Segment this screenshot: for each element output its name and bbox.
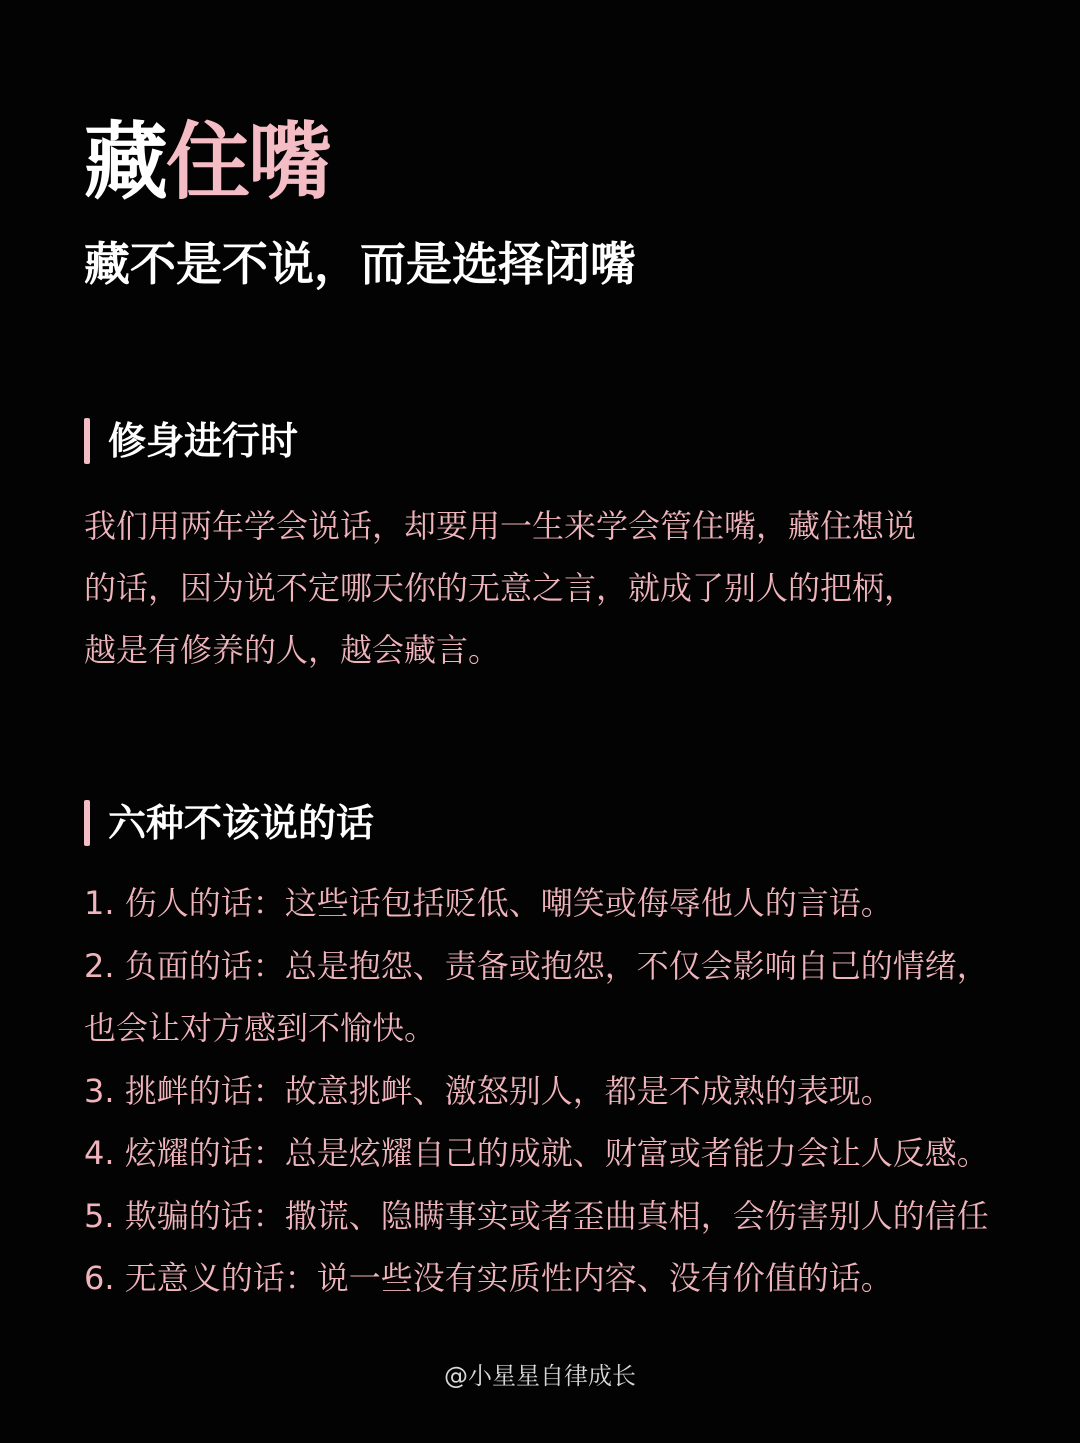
list-item: 2. 负面的话：总是抱怨、责备或抱怨，不仅会影响自己的情绪， <box>84 946 989 985</box>
list-item-continuation: 也会让对方感到不愉快。 <box>84 1009 437 1047</box>
list-item: 5. 欺骗的话：撒谎、隐瞒事实或者歪曲真相，会伤害别人的信任 <box>84 1196 989 1235</box>
section-accent-bar <box>84 800 90 846</box>
numbered-list <box>84 872 1074 1310</box>
section-accent-bar <box>84 418 90 464</box>
page-subtitle: 藏不是不说，而是选择闭嘴 <box>84 237 636 291</box>
page-title <box>84 112 330 212</box>
section-heading-six-words <box>84 799 374 847</box>
section-heading-cultivation <box>84 417 298 465</box>
paragraph-line: 的话，因为说不定哪天你的无意之言，就成了别人的把柄， <box>84 569 917 607</box>
list-item: 4. 炫耀的话：总是炫耀自己的成就、财富或者能力会让人反感。 <box>84 1134 989 1172</box>
paragraph-line: 越是有修养的人，越会藏言。 <box>84 631 501 669</box>
author-watermark: @小星星自律成长 <box>444 1362 636 1390</box>
intro-paragraph <box>84 495 1014 681</box>
paragraph-line: 我们用两年学会说话，却要用一生来学会管住嘴，藏住想说 <box>84 507 917 545</box>
title-part-pink: 住嘴 <box>166 113 331 211</box>
section-title: 修身进行时 <box>108 419 299 463</box>
list-item: 6. 无意义的话：说一些没有实质性内容、没有价值的话。 <box>84 1259 893 1297</box>
title-part-white: 藏 <box>84 113 167 211</box>
list-item: 1. 伤人的话：这些话包括贬低、嘲笑或侮辱他人的言语。 <box>84 884 893 922</box>
section-title: 六种不该说的话 <box>108 801 375 845</box>
list-item: 3. 挑衅的话：故意挑衅、激怒别人，都是不成熟的表现。 <box>84 1071 893 1110</box>
